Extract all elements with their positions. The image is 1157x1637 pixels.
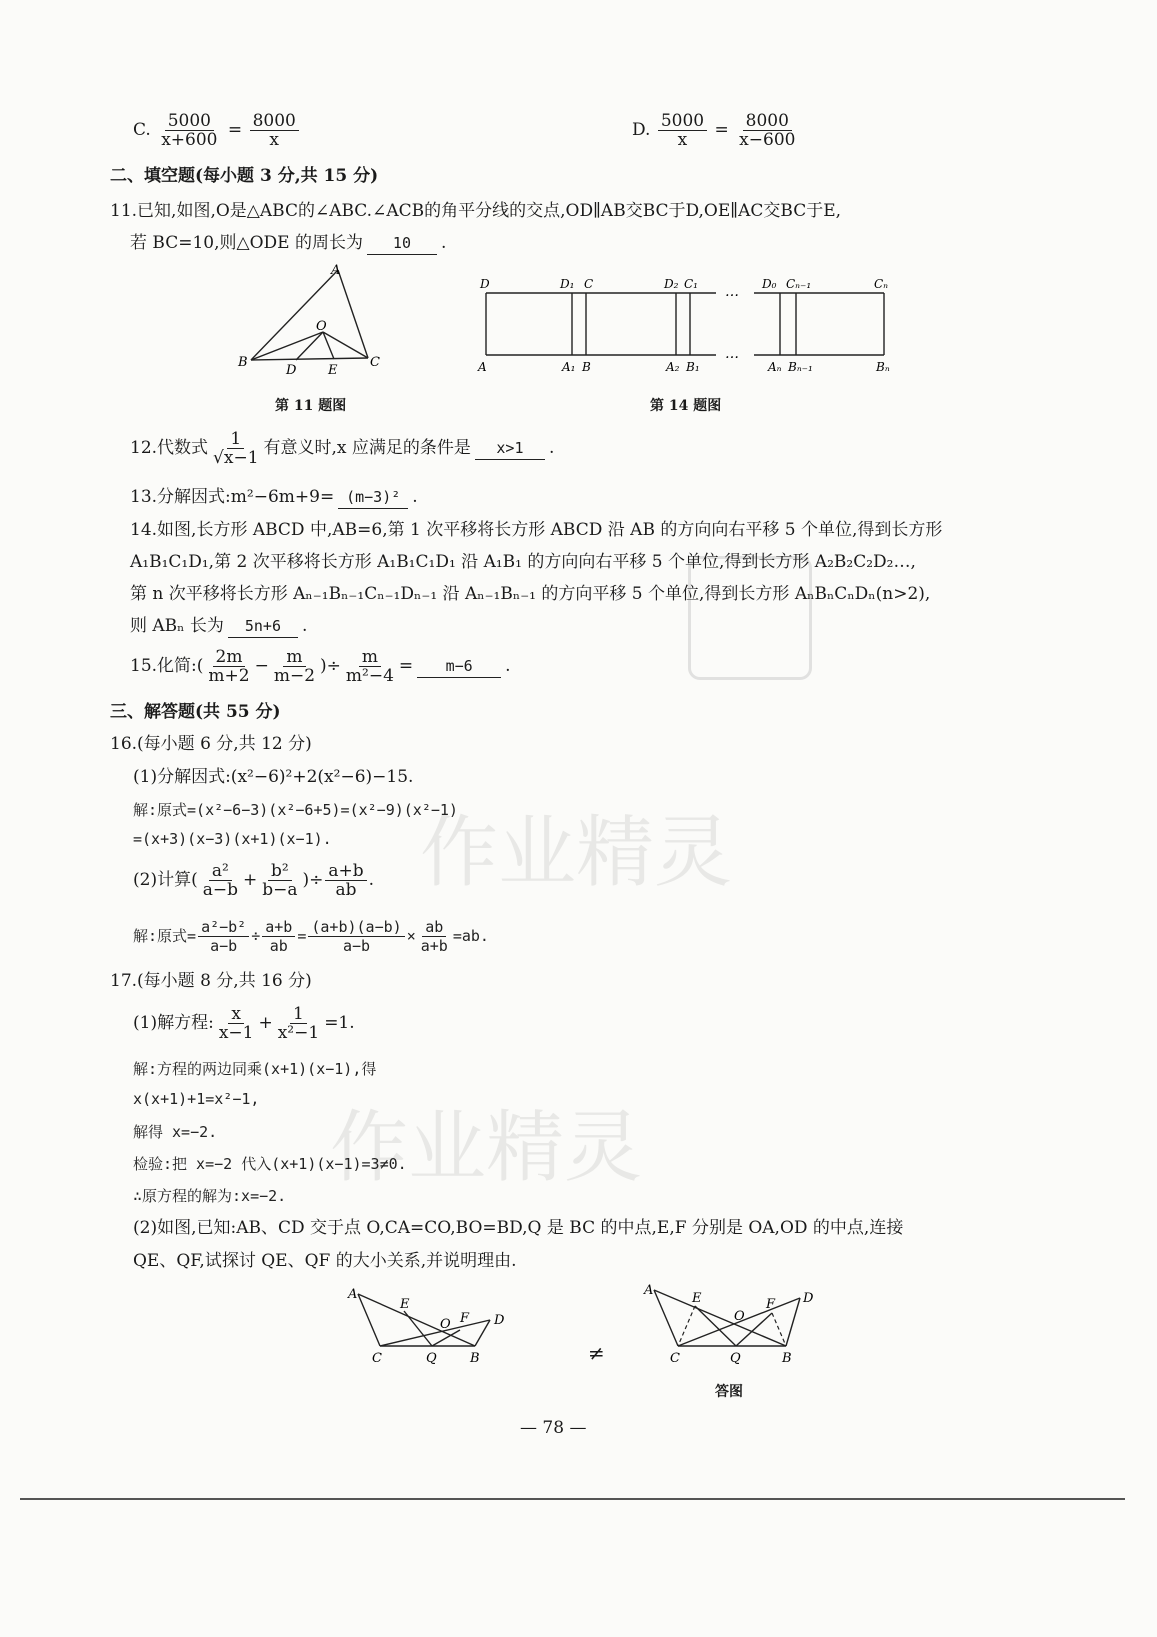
- page-number: — 78 —: [520, 1418, 587, 1438]
- q17-solution: 检验:把 x=−2 代入(x+1)(x−1)=3≠0.: [133, 1155, 407, 1173]
- label-o: O: [734, 1309, 745, 1324]
- label-c: C: [370, 355, 380, 370]
- q12: 12.代数式 $\frac{1}{√x-1}$ 有意义时,x 应满足的条件是 x>1 .: [130, 429, 555, 468]
- figure-14: [470, 268, 910, 380]
- ellipsis: …: [725, 284, 739, 300]
- label-bottom: Bₙ₋₁: [788, 360, 813, 374]
- answer-blank: x>1: [475, 437, 545, 460]
- label-e: E: [692, 1291, 702, 1306]
- section-title: 二、填空题(每小题 3 分,共 15 分): [110, 166, 379, 186]
- label-bottom: B₁: [686, 360, 700, 374]
- label-o: O: [316, 319, 327, 334]
- label-top: Cₙ: [874, 277, 889, 291]
- label-top: D: [480, 277, 490, 291]
- label-d: D: [803, 1291, 814, 1306]
- q13: 13.分解因式:m²−6m+9= (m−3)² .: [130, 487, 418, 507]
- label-a: A: [331, 263, 341, 278]
- answer-blank: m−6: [417, 655, 501, 678]
- answer-blank: (m−3)²: [338, 486, 408, 509]
- q17-part2-line2: QE、QF,试探讨 QE、QF 的大小关系,并说明理由.: [133, 1251, 517, 1271]
- q16-head: 16.(每小题 6 分,共 12 分): [110, 734, 312, 754]
- q17-part2: (2)如图,已知:AB、CD 交于点 O,CA=CO,BO=BD,Q 是 BC 的中点,E,F 分别是 OA,OD 的中点,连接: [133, 1218, 904, 1238]
- q17-solution: 解得 x=−2.: [133, 1123, 218, 1141]
- watermark-stamp: [688, 556, 812, 680]
- option-d: D. $\frac{5000}{x}$ = $\frac{8000}{x-600}$: [632, 111, 796, 150]
- figure-11-caption: 第 11 题图: [275, 398, 347, 414]
- q17-solution: x(x+1)+1=x²−1,: [133, 1090, 260, 1108]
- q14-line2: A₁B₁C₁D₁,第 2 次平移将长方形 A₁B₁C₁D₁ 沿 A₁B₁ 的方向向右平移 5 个单位,得到长方形 A₂B₂C₂D₂…,: [130, 552, 916, 572]
- label-c: C: [372, 1351, 382, 1366]
- ellipsis: …: [725, 346, 739, 362]
- answer-figure-caption: 答图: [715, 1384, 743, 1400]
- label-top: Cₙ₋₁: [786, 277, 812, 291]
- q15: 15.化简:( $\frac{2m}{m+2}$ − $\frac{m}{m-2}$ )÷ $\frac{m}{\text{m²−4}}$ = m−6 .: [130, 647, 511, 686]
- watermark: 作业精灵: [420, 808, 733, 898]
- q17-figure: [340, 1282, 520, 1368]
- watermark: 作业精灵: [330, 1103, 643, 1193]
- label-f: F: [460, 1311, 470, 1326]
- label-b: B: [782, 1351, 792, 1366]
- label-a: A: [644, 1283, 654, 1298]
- section-title: 三、解答题(共 55 分): [110, 702, 281, 722]
- figure-11: [228, 260, 398, 380]
- q11-line2: 若 BC=10,则△ODE 的周长为 10 .: [130, 233, 447, 253]
- q17-answer-figure: [640, 1278, 830, 1368]
- label-d: D: [494, 1313, 505, 1328]
- label-o: O: [440, 1317, 451, 1332]
- label-bottom: Bₙ: [876, 360, 890, 374]
- answer-blank: 10: [367, 232, 437, 255]
- label-top: D₂: [664, 277, 679, 291]
- label-b: B: [470, 1351, 480, 1366]
- q14-line3: 第 n 次平移将长方形 Aₙ₋₁Bₙ₋₁Cₙ₋₁Dₙ₋₁ 沿 Aₙ₋₁Bₙ₋₁ 的方向平移 5 个单位,得到长方形 AₙBₙCₙDₙ(n>2),: [130, 584, 931, 604]
- label-top: D₁: [560, 277, 575, 291]
- q16-part2: (2)计算( $\frac{\text{a²}}{a-b}$ + $\frac{\text{b²}}{b-a}$ )÷ $\frac{a+b}{ab}$ .: [133, 861, 375, 900]
- label-f: F: [766, 1297, 776, 1312]
- label-c: C: [670, 1351, 680, 1366]
- not-equal-sign: ≠: [588, 1341, 605, 1365]
- bottom-rule: [20, 1498, 1125, 1500]
- answer-blank: 5n+6: [228, 615, 298, 638]
- q17-part1: (1)解方程: $\frac{x}{x-1}$ + $\frac{1}{\text{x²−1}}$ =1.: [133, 1004, 355, 1043]
- q16-part1: (1)分解因式:(x²−6)²+2(x²−6)−15.: [133, 767, 414, 787]
- label-b: B: [238, 355, 248, 370]
- label-q: Q: [426, 1351, 437, 1366]
- label-bottom: A: [478, 360, 487, 374]
- q14-line4: 则 ABₙ 长为 5n+6 .: [130, 616, 308, 636]
- q17-head: 17.(每小题 8 分,共 16 分): [110, 971, 312, 991]
- q17-solution: ∴原方程的解为:x=−2.: [133, 1187, 287, 1205]
- q16-solution: 解:原式= $\frac{\text{a²−b²}}{a-b}$ ÷ $\frac{a+b}{ab}$ = $\frac{(a+b)(a-b)}{a-b}$ × $\frac{ab}{a+b}$ =ab.: [133, 918, 489, 955]
- q11-text: 11.已知,如图,O是△ABC的∠ABC.∠ACB的角平分线的交点,OD∥AB交BC于D,OE∥AC交BC于E,: [110, 201, 842, 221]
- label-a: A: [348, 1287, 358, 1302]
- label-e: E: [328, 363, 338, 378]
- figure-14-caption: 第 14 题图: [650, 398, 722, 414]
- label-top: C₁: [684, 277, 698, 291]
- q16-solution: =(x+3)(x−3)(x+1)(x−1).: [133, 830, 332, 848]
- label-bottom: Aₙ: [768, 360, 782, 374]
- label-top: C: [584, 277, 594, 291]
- q16-solution: 解:原式=(x²−6−3)(x²−6+5)=(x²−9)(x²−1): [133, 801, 458, 819]
- label-q: Q: [730, 1351, 741, 1366]
- label-e: E: [400, 1297, 410, 1312]
- label-top: D₀: [762, 277, 777, 291]
- option-c: C. $\frac{5000}{x+600}$ = $\frac{8000}{x}$: [133, 112, 301, 149]
- label-bottom: A₁: [562, 360, 576, 374]
- q14-line1: 14.如图,长方形 ABCD 中,AB=6,第 1 次平移将长方形 ABCD 沿 AB 的方向向右平移 5 个单位,得到长方形: [130, 520, 943, 540]
- label-bottom: B: [582, 360, 591, 374]
- q17-solution: 解:方程的两边同乘(x+1)(x−1),得: [133, 1060, 377, 1078]
- label-d: D: [286, 363, 297, 378]
- label-bottom: A₂: [666, 360, 680, 374]
